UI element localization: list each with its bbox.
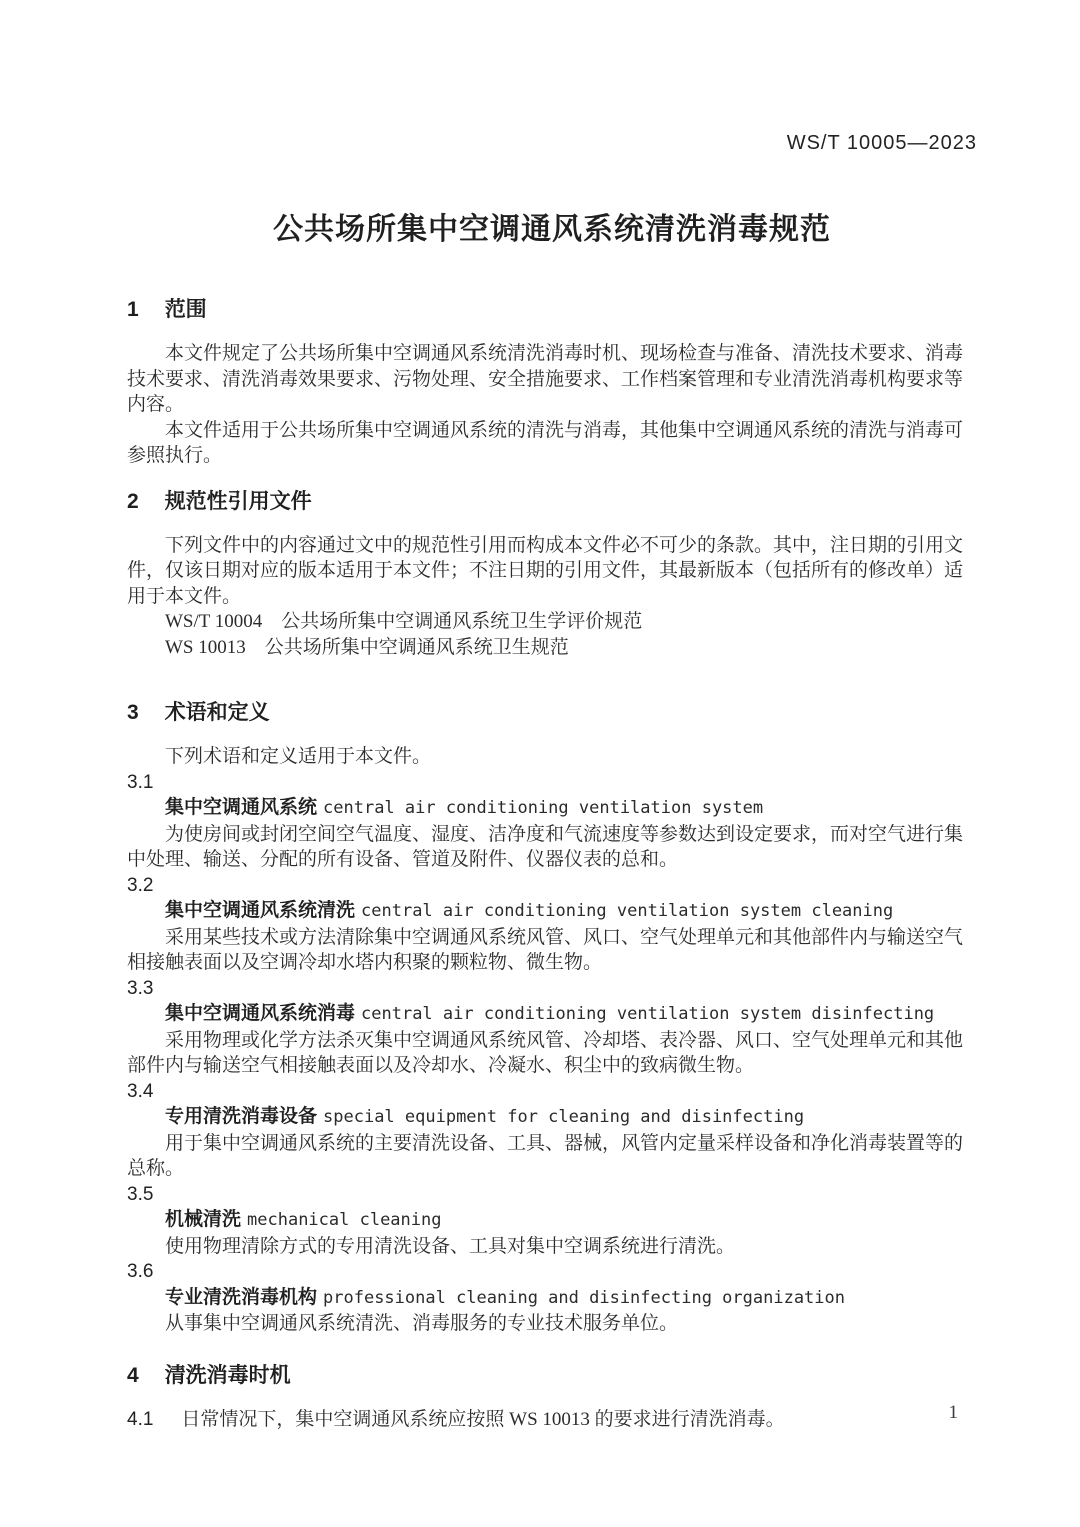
clause-4-1 — [127, 1407, 977, 1433]
term-definition: 采用某些技术或方法清除集中空调通风系统风管、风口、空气处理单元和其他部件内与输送空气相接触表面以及空调冷却水塔内积聚的颗粒物、微生物。 — [127, 926, 964, 973]
term-name-zh: 集中空调通风系统 — [165, 797, 318, 818]
section-number: 1 — [127, 298, 139, 321]
scope-paragraph-1: 本文件规定了公共场所集中空调通风系统清洗消毒时机、现场检查与准备、清洗技术要求、消毒技术要求、清洗消毒效果要求、污物处理、安全措施要求、工作档案管理和专业清洗消毒机构要求等内容。 — [127, 343, 964, 415]
term-entry — [127, 976, 977, 1079]
term-entry — [127, 1079, 977, 1182]
term-definition: 为使房间或封闭空间空气温度、湿度、洁净度和气流速度等参数达到设定要求，而对空气进行集中处理、输送、分配的所有设备、管道及附件、仪器仪表的总和。 — [127, 823, 964, 870]
term-number: 3.1 — [127, 771, 154, 793]
term-number: 3.5 — [127, 1183, 154, 1205]
term-entry — [127, 770, 977, 873]
term-name-en: central air conditioning ventilation system — [323, 798, 764, 818]
term-name-zh: 专用清洗消毒设备 — [165, 1106, 318, 1127]
references-intro: 下列文件中的内容通过文中的规范性引用而构成本文件必不可少的条款。其中，注日期的引用文件，仅该日期对应的版本适用于本文件；不注日期的引用文件，其最新版本（包括所有的修改单）适用于本文件。 — [127, 534, 964, 607]
section-label: 清洗消毒时机 — [164, 1363, 291, 1387]
term-name-en: central air conditioning ventilation system cleaning — [361, 901, 894, 921]
section-terms-heading — [127, 700, 977, 726]
term-name-en: professional cleaning and disinfecting organization — [323, 1287, 845, 1308]
term-name-en: special equipment for cleaning and disinfecting — [323, 1107, 805, 1127]
term-name — [165, 898, 977, 925]
term-number: 3.3 — [127, 977, 154, 999]
term-entry — [127, 1259, 977, 1337]
reference-item: WS 10013 公共场所集中空调通风系统卫生规范 — [165, 636, 569, 658]
document-title: 公共场所集中空调通风系统清洗消毒规范 — [273, 213, 831, 246]
section-number: 3 — [127, 701, 139, 724]
term-name-en: central air conditioning ventilation system disinfecting — [361, 1004, 935, 1024]
term-name — [165, 1285, 977, 1312]
term-name — [165, 1104, 977, 1131]
standard-number: WS/T 10005—2023 — [786, 132, 977, 154]
term-name — [165, 1001, 977, 1028]
clause-number: 4.1 — [127, 1408, 154, 1430]
term-definition: 采用物理或化学方法杀灭集中空调通风系统风管、冷却塔、表冷器、风口、空气处理单元和其他部件内与输送空气相接触表面以及冷却水、冷凝水、积尘中的致病微生物。 — [127, 1029, 964, 1076]
section-timing-heading — [127, 1363, 977, 1389]
term-name — [165, 1207, 977, 1234]
section-scope-heading — [127, 297, 977, 323]
section-references-heading — [127, 489, 977, 515]
section-label: 规范性引用文件 — [164, 489, 312, 513]
terms-intro: 下列术语和定义适用于本文件。 — [165, 746, 432, 767]
reference-item: WS/T 10004 公共场所集中空调通风系统卫生学评价规范 — [165, 611, 643, 632]
term-entry — [127, 873, 977, 976]
term-name-zh: 集中空调通风系统消毒 — [165, 1003, 356, 1024]
term-number: 3.2 — [127, 874, 154, 896]
term-name-zh: 集中空调通风系统清洗 — [165, 900, 356, 921]
term-name — [165, 795, 977, 822]
section-number: 2 — [127, 489, 139, 513]
term-number: 3.6 — [127, 1261, 154, 1282]
term-definition: 使用物理清除方式的专用清洗设备、工具对集中空调系统进行清洗。 — [165, 1235, 736, 1257]
term-definition: 用于集中空调通风系统的主要清洗设备、工具、器械，风管内定量采样设备和净化消毒装置等的总称。 — [127, 1132, 964, 1179]
section-label: 范围 — [164, 298, 207, 321]
section-number: 4 — [127, 1363, 139, 1387]
clause-text: 日常情况下，集中空调通风系统应按照 WS 10013 的要求进行清洗消毒。 — [181, 1408, 785, 1430]
term-name-zh: 专业清洗消毒机构 — [165, 1286, 318, 1308]
page-number: 1 — [948, 1402, 958, 1423]
scope-paragraph-2: 本文件适用于公共场所集中空调通风系统的清洗与消毒，其他集中空调通风系统的清洗与消毒可参照执行。 — [127, 419, 964, 466]
term-number: 3.4 — [127, 1080, 154, 1102]
term-name-zh: 机械清洗 — [165, 1209, 242, 1230]
term-name-en: mechanical cleaning — [247, 1210, 442, 1230]
term-entry — [127, 1182, 977, 1260]
term-definition: 从事集中空调通风系统清洗、消毒服务的专业技术服务单位。 — [165, 1313, 679, 1334]
section-label: 术语和定义 — [164, 701, 270, 724]
